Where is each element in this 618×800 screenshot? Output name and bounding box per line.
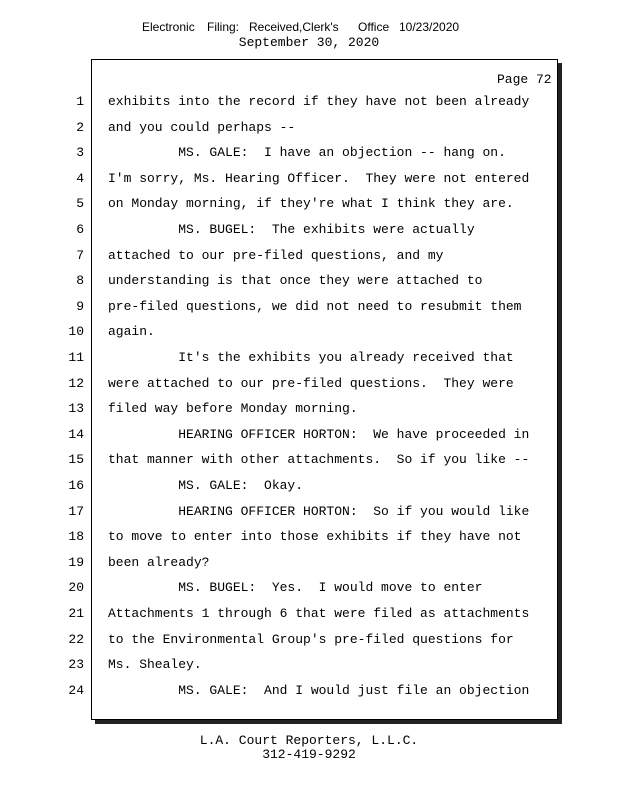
line-number: 15 xyxy=(68,452,84,468)
line-number: 12 xyxy=(68,375,84,391)
line-text: MS. BUGEL: Yes. I would move to enter xyxy=(108,580,483,596)
filing-date: 10/23/2020 xyxy=(399,20,460,34)
line-number: 1 xyxy=(76,94,84,109)
line-number: 24 xyxy=(68,682,84,698)
line-number: 18 xyxy=(68,529,84,545)
line-text: to the Environmental Group's pre-filed questions for xyxy=(108,631,514,647)
line-text: on Monday morning, if they're what I think they are. xyxy=(108,196,514,212)
line-text: were attached to our pre-filed questions. They were xyxy=(108,375,514,391)
line-text: been already? xyxy=(108,554,210,570)
line-text: MS. BUGEL: The exhibits were actually xyxy=(108,222,475,237)
line-number: 19 xyxy=(68,554,84,570)
line-text: Ms. Shealey. xyxy=(108,657,202,673)
line-text: filed way before Monday morning. xyxy=(108,401,358,417)
line-text: I'm sorry, Ms. Hearing Officer. They were not entered xyxy=(108,170,530,186)
line-number: 8 xyxy=(76,273,84,289)
line-number: 9 xyxy=(76,298,84,314)
page-number: Page 72 xyxy=(497,72,552,87)
line-number: 3 xyxy=(76,145,84,161)
line-number: 11 xyxy=(68,350,84,365)
line-text: It's the exhibits you already received that xyxy=(108,350,514,365)
line-number: 17 xyxy=(68,503,84,519)
line-number: 22 xyxy=(68,631,84,647)
line-text: understanding is that once they were attached to xyxy=(108,273,483,289)
footer-company: L.A. Court Reporters, L.L.C. xyxy=(199,733,419,748)
line-text: MS. GALE: Okay. xyxy=(108,478,304,493)
line-number: 21 xyxy=(68,606,84,621)
line-text: HEARING OFFICER HORTON: We have proceeded in xyxy=(108,426,530,442)
hearing-date: September 30, 2020 xyxy=(238,35,380,50)
footer-phone: 312-419-9292 xyxy=(262,747,356,762)
line-text: that manner with other attachments. So if you like -- xyxy=(108,452,530,468)
filing-electronic: Electronic xyxy=(142,20,195,34)
line-number: 5 xyxy=(76,196,84,212)
line-number: 10 xyxy=(68,324,84,340)
line-number: 7 xyxy=(76,247,84,263)
filing-received: Received,Clerk's xyxy=(249,20,339,34)
line-number: 4 xyxy=(76,170,84,186)
line-text: to move to enter into those exhibits if they have not xyxy=(108,529,522,545)
line-number: 14 xyxy=(68,426,84,442)
filing-label: Filing: xyxy=(207,20,240,34)
line-text: exhibits into the record if they have not been already xyxy=(108,94,530,109)
line-text: Attachments 1 through 6 that were filed as attachments xyxy=(108,606,530,621)
line-number: 6 xyxy=(76,222,84,237)
line-text: MS. GALE: And I would just file an objection xyxy=(108,682,530,698)
line-text: attached to our pre-filed questions, and my xyxy=(108,247,444,263)
line-number: 20 xyxy=(68,580,84,596)
line-text: pre-filed questions, we did not need to resubmit them xyxy=(108,298,522,314)
line-number: 16 xyxy=(68,478,84,493)
line-number: 13 xyxy=(68,401,84,417)
line-text: again. xyxy=(108,324,155,340)
line-text: MS. GALE: I have an objection -- hang on. xyxy=(108,145,506,161)
line-text: HEARING OFFICER HORTON: So if you would like xyxy=(108,503,530,519)
filing-office: Office xyxy=(358,20,390,34)
line-number: 23 xyxy=(68,657,84,673)
line-text: and you could perhaps -- xyxy=(108,119,296,135)
line-number: 2 xyxy=(76,119,84,135)
